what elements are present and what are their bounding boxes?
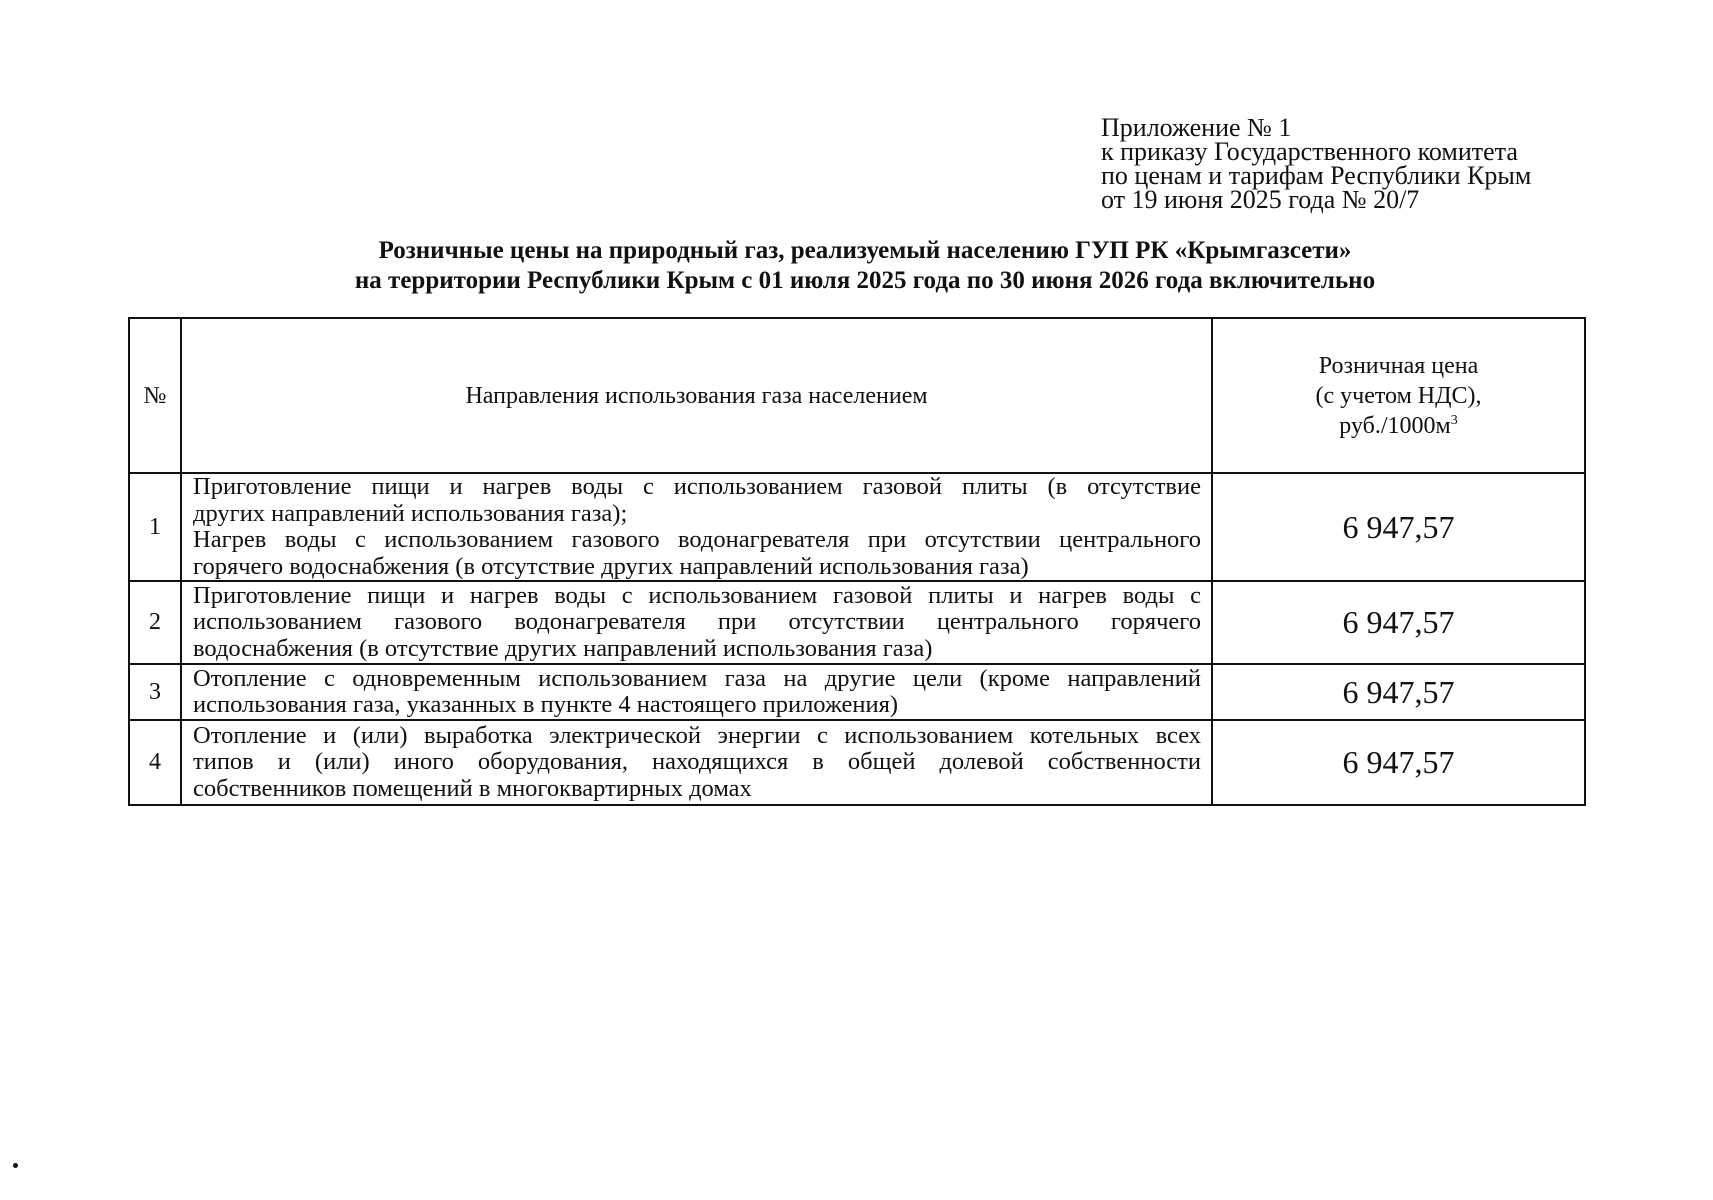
direction-line: собственников помещений в многоквартирных домах: [193, 774, 752, 802]
direction-line: горячего водоснабжения (в отсутствие других направлений использования газа): [193, 552, 1029, 580]
annex-line: от 19 июня 2025 года № 20/7: [1101, 185, 1420, 214]
direction-line: использования газа, указанных в пункте 4 настоящего приложения): [193, 691, 899, 718]
header-price-unit-text: руб./1000м: [1339, 412, 1451, 439]
direction-line: типов и (или) иного оборудования, находящихся в общей долевой собственности: [193, 748, 1201, 776]
row-price: 6 947,57: [1212, 473, 1585, 581]
header-price-line: Розничная цена: [1318, 352, 1479, 379]
table-row: [129, 473, 1585, 581]
direction-line: водоснабжения (в отсутствие других направлений использования газа): [193, 634, 933, 662]
row-direction: [181, 473, 1212, 581]
price-table: [128, 317, 1586, 806]
direction-line: Отопление и (или) выработка электрической энергии с использованием котельных всех: [193, 721, 1201, 749]
direction-line: Нагрев воды с использованием газового водонагревателя при отсутствии центрального: [193, 526, 1201, 553]
title-line: на территории Республики Крым с 01 июля 2025 года по 30 июня 2026 года включительно: [354, 267, 1376, 294]
annex-line: к приказу Государственного комитета: [1101, 137, 1518, 166]
header-number: №: [129, 318, 181, 473]
row-number: 2: [129, 581, 181, 664]
direction-line: Приготовление пищи и нагрев воды с использованием газовой плиты и нагрев воды с: [193, 581, 1201, 609]
annex-line: по ценам и тарифам Республики Крым: [1101, 161, 1532, 190]
table-row: [129, 720, 1585, 805]
title-line: Розничные цены на природный газ, реализуемый населению ГУП РК «Крымгазсети»: [378, 237, 1352, 264]
direction-line: использованием газового водонагревателя при отсутствии центрального горячего: [193, 608, 1201, 636]
header-price: [1212, 318, 1585, 473]
row-number: 1: [129, 473, 181, 581]
row-price: 6 947,57: [1212, 581, 1585, 664]
header-direction: Направления использования газа населением: [181, 318, 1212, 473]
table-row: [129, 664, 1585, 720]
direction-line: Отопление с одновременным использованием газа на другие цели (кроме направлений: [193, 664, 1201, 692]
header-price-unit: [1213, 411, 1584, 441]
table-row: [129, 581, 1585, 664]
document-title: [120, 236, 1610, 296]
row-direction: [181, 664, 1212, 720]
annex-line: Приложение № 1: [1101, 113, 1292, 142]
row-direction: [181, 581, 1212, 664]
row-price: 6 947,57: [1212, 664, 1585, 720]
header-price-line: (с учетом НДС),: [1315, 382, 1482, 409]
row-number: 4: [129, 720, 181, 805]
direction-line: других направлений использования газа);: [193, 499, 628, 527]
row-number: 3: [129, 664, 181, 720]
direction-line: Приготовление пищи и нагрев воды с использованием газовой плиты (в отсутствие: [193, 473, 1201, 500]
header-price-unit-sup: 3: [1450, 412, 1458, 428]
row-direction: [181, 720, 1212, 805]
annex-reference: [1101, 113, 1621, 214]
row-price: 6 947,57: [1212, 720, 1585, 805]
table-header-row: [129, 318, 1585, 473]
scan-dot-mark: [13, 1163, 18, 1168]
